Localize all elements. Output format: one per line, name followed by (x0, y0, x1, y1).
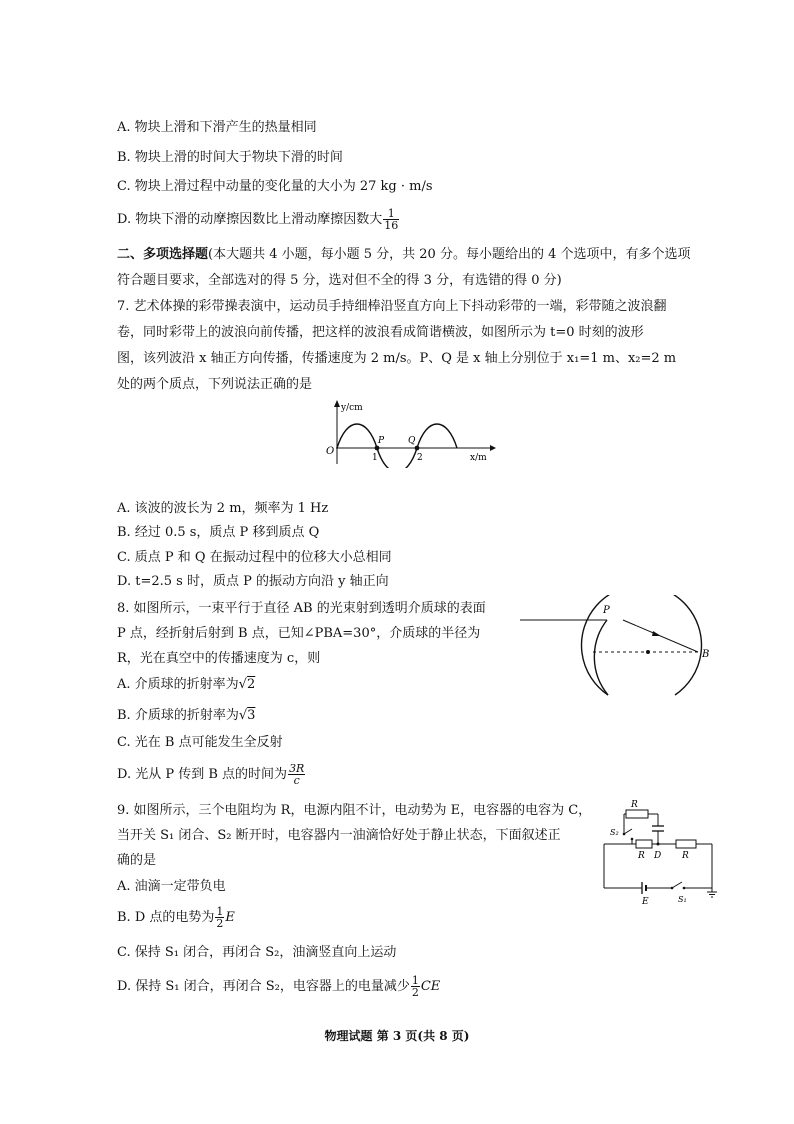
section2-header (117, 246, 691, 264)
q6-option-d-fraction (383, 208, 399, 231)
q7-stem-1: 7. 艺术体操的彩带操表演中，运动员手持细棒沿竖直方向上下抖动彩带的一端，彩带随之波浪翻 (117, 299, 667, 314)
switch-s1 (672, 882, 682, 888)
s1-label: S₁ (678, 895, 687, 904)
q8-option-d (117, 763, 306, 786)
fraction-numerator: 1 (383, 208, 399, 220)
q8-stem-1: 8. 如图所示，一束平行于直径 AB 的光束射到透明介质球的表面 (117, 601, 486, 616)
q9-option-c: C. 保持 S₁ 闭合，再闭合 S₂，油滴竖直向上运动 (117, 945, 397, 960)
ray-arrow (652, 631, 661, 636)
fraction-denominator: c (293, 774, 300, 787)
q8-option-b-text: B. 介质球的折射率为 (117, 708, 239, 723)
q9-stem-1: 9. 如图所示，三个电阻均为 R，电源内阻不计，电动势为 E，电容器的电容为 C， (117, 803, 592, 818)
fraction-denominator: 2 (411, 986, 419, 999)
q7-option-b: B. 经过 0.5 s，质点 P 移到质点 Q (117, 525, 320, 540)
q8-option-d-text: D. 光从 P 传到 B 点的时间为 (117, 767, 288, 782)
switch-s2 (624, 829, 632, 834)
r-right-label: R (682, 851, 689, 861)
y-axis-arrow (334, 400, 340, 407)
x-axis-arrow (490, 445, 496, 451)
r-mid-label: R (638, 851, 645, 861)
point-q-label: Q (408, 436, 416, 446)
q7-option-c: C. 质点 P 和 Q 在振动过程中的位移大小总相同 (117, 550, 392, 565)
center-dot (646, 650, 650, 654)
q9-option-d (117, 975, 440, 998)
q7-stem-2: 卷，同时彩带上的波浪向前传播，把这样的波浪看成简谐横波，如图所示为 t=0 时刻的波形 (117, 325, 644, 340)
origin-label: O (326, 446, 335, 457)
fraction-numerator: 1 (411, 974, 419, 987)
fraction-numerator: 1 (216, 905, 224, 918)
resistor-middle (636, 840, 652, 848)
q9-option-b-fraction (215, 906, 224, 929)
section2-title: 二、多项选择题 (117, 247, 209, 262)
page-footer: 物理试题 第 3 页(共 8 页) (324, 1029, 470, 1043)
point-p-label: P (378, 436, 385, 446)
fraction-denominator: 16 (384, 219, 399, 232)
q7-stem-3: 图，该列波沿 x 轴正方向传播，传播速度为 2 m/s。P、Q 是 x 轴上分别位于 x₁=1 m、x₂=2 m (117, 351, 677, 366)
q8-option-a-value: 2 (246, 677, 256, 692)
wave-curve (337, 424, 457, 468)
q6-option-d (117, 208, 400, 231)
q6-option-c: C. 物块上滑过程中动量的变化量的大小为 27 kg · m/s (117, 179, 433, 194)
q7-option-d: D. t=2.5 s 时，质点 P 的振动方向沿 y 轴正向 (117, 574, 389, 589)
q8-option-a: A. 介质球的折射率为√2 (117, 677, 256, 692)
q6-option-b: B. 物块上滑的时间大于物块下滑的时间 (117, 150, 343, 165)
section2-desc-2: 符合题目要求，全部选对的得 5 分，选对但不全的得 3 分，有选错的得 0 分) (117, 273, 562, 288)
point-q-dot (415, 446, 420, 451)
q9-option-b-text: B. D 点的电势为 (117, 910, 215, 925)
q9-stem-2: 当开关 S₁ 闭合、S₂ 断开时，电容器内一油滴恰好处于静止状态，下面叙述正 (117, 828, 561, 843)
q9-option-d-fraction (411, 975, 420, 998)
q9-option-d-text: D. 保持 S₁ 闭合，再闭合 S₂，电容器上的电量减少 (117, 979, 410, 994)
q8-option-c: C. 光在 B 点可能发生全反射 (117, 735, 283, 750)
node-d (657, 843, 660, 846)
q8-option-a-text: A. 介质球的折射率为 (117, 677, 239, 692)
point-p-dot (375, 446, 380, 451)
q8-option-b-value: 3 (247, 708, 256, 723)
tick-1-label: 1 (372, 453, 378, 463)
fraction-denominator: 2 (216, 917, 224, 930)
q9-stem-3: 确的是 (117, 853, 157, 868)
resistor-top (626, 810, 648, 818)
point-p-label: P (603, 605, 610, 616)
q9-option-d-suffix: CE (420, 979, 441, 994)
q8-option-b: B. 介质球的折射率为√3 (117, 708, 256, 723)
y-axis-label: y/cm (341, 403, 363, 413)
q8-stem-2: P 点，经折射后射到 B 点，已知∠PBA=30°，介质球的半径为 (117, 626, 481, 641)
q8-stem-3: R，光在真空中的传播速度为 c，则 (117, 651, 321, 666)
q7-option-a: A. 该波的波长为 2 m，频率为 1 Hz (117, 501, 329, 516)
q6-option-d-text: D. 物块下滑的动摩擦因数比上滑动摩擦因数大 (117, 212, 383, 227)
point-b-label: B (702, 649, 710, 660)
section2-desc-1: (本大题共 4 小题，每小题 5 分，共 20 分。每小题给出的 4 个选项中，有多个选项 (208, 247, 691, 262)
q6-option-a: A. 物块上滑和下滑产生的热量相同 (117, 120, 317, 135)
fraction-numerator: 3R (289, 762, 305, 775)
s2-label: S₂ (610, 828, 619, 837)
q9-option-a: A. 油滴一定带负电 (117, 879, 226, 894)
resistor-right (676, 840, 696, 848)
q8-sphere-figure (515, 595, 720, 705)
q8-option-d-fraction (288, 763, 305, 786)
e-label: E (642, 897, 649, 906)
q9-option-b-suffix: E (225, 910, 235, 925)
r-top-label: R (631, 800, 638, 810)
q9-option-b (117, 906, 235, 929)
d-label: D (654, 851, 662, 861)
tick-2-label: 2 (417, 453, 423, 463)
q9-circuit-figure (598, 796, 723, 906)
q7-wave-figure (320, 398, 500, 468)
q7-stem-4: 处的两个质点，下列说法正确的是 (117, 377, 313, 392)
x-axis-label: x/m (470, 453, 487, 463)
